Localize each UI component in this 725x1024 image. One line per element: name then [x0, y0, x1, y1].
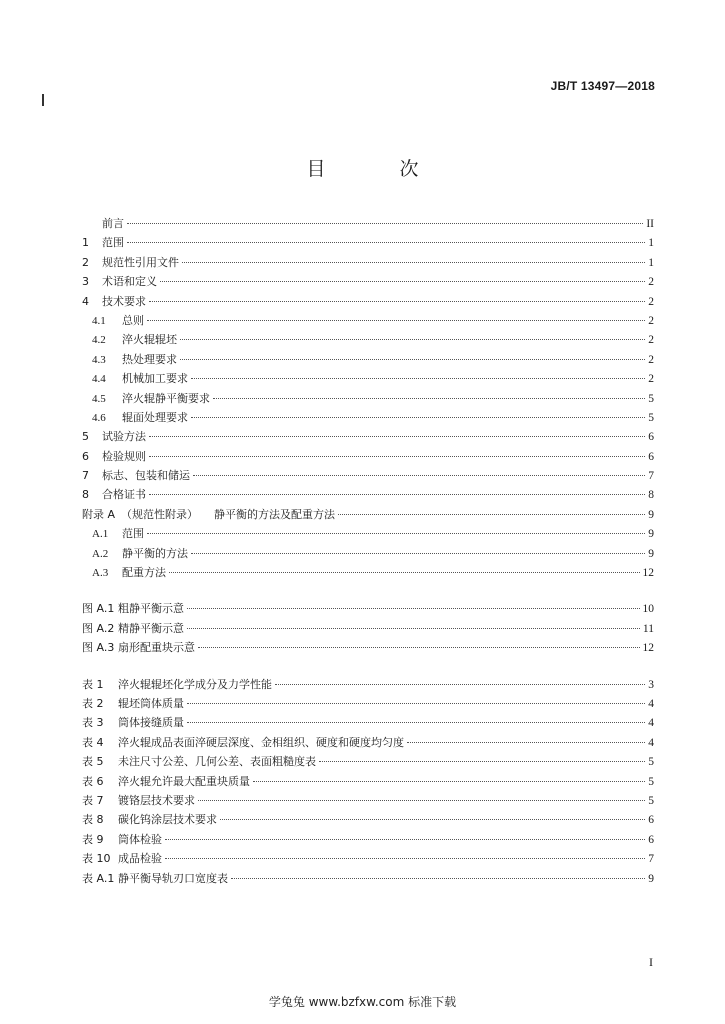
toc-entry[interactable]	[82, 544, 654, 563]
toc-entry-label: 前言	[102, 217, 124, 230]
toc-entry-label: 粗静平衡示意	[118, 602, 184, 616]
toc-entry-label: 范围	[102, 236, 124, 250]
toc-entry-label: 筒体接缝质量	[118, 716, 184, 730]
dot-leader	[127, 242, 645, 243]
dot-leader	[253, 781, 645, 782]
toc-entry[interactable]	[82, 849, 654, 868]
dot-leader	[149, 456, 645, 457]
toc-entry-number: A.1	[92, 528, 109, 541]
toc-entry-page: 2	[648, 276, 654, 289]
toc-entry-number: 2	[82, 255, 89, 269]
toc-entry-page: 12	[642, 642, 654, 655]
toc-entry-label: 筒体检验	[118, 832, 162, 846]
toc-entry-label: 淬火辊允许最大配重块质量	[118, 774, 250, 788]
toc-entry-label: 试验方法	[102, 430, 146, 444]
toc-entry[interactable]	[82, 447, 654, 466]
dot-leader	[127, 223, 643, 224]
dot-leader	[147, 320, 645, 321]
toc-entry-page: 2	[648, 353, 654, 366]
toc-entry-page: 9	[648, 528, 654, 541]
watermark-text: 学兔兔 www.bzfxw.com 标准下载	[268, 995, 457, 1009]
toc-entry[interactable]	[82, 810, 654, 829]
dot-leader	[180, 359, 645, 360]
toc-entry-page: 2	[648, 314, 654, 327]
toc-entry-number: 4.1	[92, 314, 106, 327]
dot-leader	[169, 572, 640, 573]
dot-leader	[187, 703, 645, 704]
toc-entry[interactable]	[82, 427, 654, 446]
toc-entry-number: 表 9	[82, 832, 104, 846]
toc-entry[interactable]	[82, 330, 654, 349]
toc-entry-label: 机械加工要求	[122, 372, 188, 386]
toc-entry[interactable]	[82, 830, 654, 849]
toc-entry-page: 4	[648, 717, 654, 730]
toc-entry-label: 淬火辊辊坯化学成分及力学性能	[118, 677, 272, 691]
toc-entry-number: 8	[82, 488, 89, 502]
toc-entry-page: 6	[648, 814, 654, 827]
toc-entry-label: 静平衡的方法	[122, 546, 188, 560]
toc-entry-number: 4.6	[92, 411, 106, 424]
toc-entry-page: 2	[648, 295, 654, 308]
toc-entry[interactable]	[82, 733, 654, 752]
toc-entry-number: 表 10	[82, 852, 111, 866]
standard-code: JB/T 13497—2018	[550, 79, 655, 93]
toc-entry[interactable]	[82, 713, 654, 732]
toc-entry-label: 淬火辊静平衡要求	[122, 391, 210, 405]
toc-entry[interactable]	[82, 408, 654, 427]
page-number: I	[649, 955, 653, 969]
toc-entry-page: 5	[648, 756, 654, 769]
toc-entry[interactable]	[82, 791, 654, 810]
dot-leader	[319, 761, 645, 762]
toc-entry-page: 1	[648, 237, 654, 250]
toc-entry-label: 镀铬层技术要求	[118, 793, 195, 807]
toc-entry-label: 碳化钨涂层技术要求	[118, 813, 217, 827]
dot-leader	[191, 378, 645, 379]
dot-leader	[180, 339, 645, 340]
toc-entry[interactable]	[82, 466, 654, 485]
toc-entry-number: 表 A.1	[82, 871, 115, 885]
toc-entry-page: 4	[648, 736, 654, 749]
toc-entry-page: 4	[648, 697, 654, 710]
toc-entry-number: 6	[82, 449, 89, 463]
toc-entry-label: 配重方法	[122, 566, 166, 580]
toc-entry[interactable]	[82, 292, 654, 311]
toc-entry[interactable]	[82, 272, 654, 291]
dot-leader	[147, 533, 645, 534]
dot-leader	[187, 628, 640, 629]
toc-entry-page: 11	[642, 622, 654, 635]
toc-entry-number: 5	[82, 430, 89, 444]
dot-leader	[338, 514, 645, 515]
toc-entry-number: 4.5	[92, 392, 106, 405]
toc-entry-number: 3	[82, 275, 89, 289]
dot-leader	[198, 647, 640, 648]
toc-entry-number: 表 7	[82, 793, 104, 807]
toc-entry-number: 图 A.3	[82, 641, 115, 655]
toc-entry-label: 标志、包装和储运	[102, 469, 190, 483]
toc-entry-number: 图 A.1	[82, 602, 115, 616]
toc-entry-label: 热处理要求	[122, 352, 177, 366]
toc-entry-page: 10	[642, 603, 654, 616]
dot-leader	[193, 475, 645, 476]
dot-leader	[149, 436, 645, 437]
toc-entry-number: 7	[82, 469, 89, 483]
toc-entry-number: 表 4	[82, 735, 104, 749]
toc-entry[interactable]	[82, 369, 654, 388]
toc-entry-page: 6	[648, 450, 654, 463]
toc-entry-number: 表 1	[82, 677, 104, 691]
toc-entry-label: 总则	[122, 313, 144, 327]
toc-entry-label: 淬火辊辊坯	[122, 333, 177, 347]
toc-entry-number: 4.3	[92, 353, 106, 366]
toc-entry[interactable]	[82, 350, 654, 369]
toc-entry-page: 6	[648, 431, 654, 444]
toc-entry[interactable]	[82, 253, 654, 272]
toc-entry-number: 4	[82, 294, 89, 308]
toc-entry-number: 表 3	[82, 716, 104, 730]
toc-entry-label: 合格证书	[102, 488, 146, 502]
toc-entry-page: 7	[648, 470, 654, 483]
dot-leader	[187, 722, 645, 723]
toc-entry[interactable]	[82, 599, 654, 618]
toc-entry-label: 范围	[122, 527, 144, 541]
toc-entry[interactable]	[82, 524, 654, 543]
toc-entry-label: 规范性引用文件	[102, 255, 179, 269]
toc-entry[interactable]	[82, 752, 654, 771]
toc-entry-label: 辊坯筒体质量	[118, 696, 184, 710]
toc-entry-page: 2	[648, 334, 654, 347]
toc-entry-page: 9	[648, 872, 654, 885]
scan-artifact	[42, 94, 44, 106]
dot-leader	[213, 398, 645, 399]
page-title: 目 次	[306, 158, 453, 180]
toc-entry[interactable]	[82, 505, 654, 524]
toc-entry-label: 未注尺寸公差、几何公差、表面粗糙度表	[118, 755, 316, 769]
toc-entry-number: 表 6	[82, 774, 104, 788]
toc-entry-number: 表 2	[82, 696, 104, 710]
toc-entry-page: 9	[648, 508, 654, 521]
toc-entry[interactable]	[82, 869, 654, 888]
toc-entry-page: 1	[648, 256, 654, 269]
toc-entry[interactable]	[82, 638, 654, 657]
toc-entry[interactable]	[82, 311, 654, 330]
toc-entry-label: 精静平衡示意	[118, 621, 184, 635]
toc-entry-page: 5	[648, 775, 654, 788]
toc-entry-page: 6	[648, 833, 654, 846]
toc-entry-page: 2	[648, 373, 654, 386]
toc-entry-number: A.2	[92, 547, 109, 560]
dot-leader	[182, 262, 645, 263]
toc-entry[interactable]	[82, 389, 654, 408]
toc-entry-number: 4.4	[92, 373, 106, 386]
table-of-contents	[82, 214, 654, 888]
toc-entry-number: 表 5	[82, 755, 104, 769]
toc-entry[interactable]	[82, 214, 654, 233]
toc-entry-label: 扇形配重块示意	[118, 641, 195, 655]
toc-entry-page: 5	[648, 794, 654, 807]
dot-leader	[220, 819, 645, 820]
toc-entry-label: 术语和定义	[102, 275, 157, 289]
toc-entry[interactable]	[82, 772, 654, 791]
toc-entry-number: 1	[82, 236, 89, 250]
toc-entry-number: 4.2	[92, 334, 106, 347]
dot-leader	[149, 494, 645, 495]
dot-leader	[187, 608, 640, 609]
toc-entry[interactable]	[82, 619, 654, 638]
toc-entry-page: 9	[648, 547, 654, 560]
dot-leader	[191, 417, 645, 418]
dot-leader	[275, 684, 645, 685]
toc-entry-label: 静平衡导轨刃口宽度表	[118, 871, 228, 885]
dot-leader	[149, 301, 645, 302]
toc-entry[interactable]	[82, 485, 654, 504]
toc-entry-page: 8	[648, 489, 654, 502]
dot-leader	[407, 742, 645, 743]
dot-leader	[160, 281, 645, 282]
dot-leader	[165, 858, 645, 859]
toc-entry[interactable]	[82, 675, 654, 694]
toc-entry-label: 检验规则	[102, 449, 146, 463]
toc-entry-label: （规范性附录）	[121, 507, 199, 521]
toc-entry-subtitle: 静平衡的方法及配重方法	[214, 507, 336, 521]
section-gap	[82, 658, 654, 675]
toc-entry-number: 附录 A	[82, 507, 116, 521]
toc-entry-number: 图 A.2	[82, 621, 115, 635]
toc-entry-label: 辊面处理要求	[122, 410, 188, 424]
dot-leader	[191, 553, 645, 554]
toc-entry-number: A.3	[92, 567, 109, 580]
toc-entry-number: 表 8	[82, 813, 104, 827]
toc-entry-label: 淬火辊成品表面淬硬层深度、金相组织、硬度和硬度均匀度	[118, 735, 404, 749]
toc-entry[interactable]	[82, 233, 654, 252]
toc-entry-label: 成品检验	[118, 852, 162, 866]
toc-entry[interactable]	[82, 694, 654, 713]
toc-entry-label: 技术要求	[102, 294, 146, 308]
toc-entry-page: 5	[648, 411, 654, 424]
dot-leader	[165, 839, 645, 840]
toc-entry-page: II	[646, 218, 654, 230]
dot-leader	[231, 878, 645, 879]
dot-leader	[198, 800, 645, 801]
toc-entry[interactable]	[82, 563, 654, 582]
toc-entry-page: 3	[648, 678, 654, 691]
toc-entry-page: 12	[642, 567, 654, 580]
toc-entry-page: 5	[648, 392, 654, 405]
toc-entry-page: 7	[648, 853, 654, 866]
section-gap	[82, 582, 654, 599]
